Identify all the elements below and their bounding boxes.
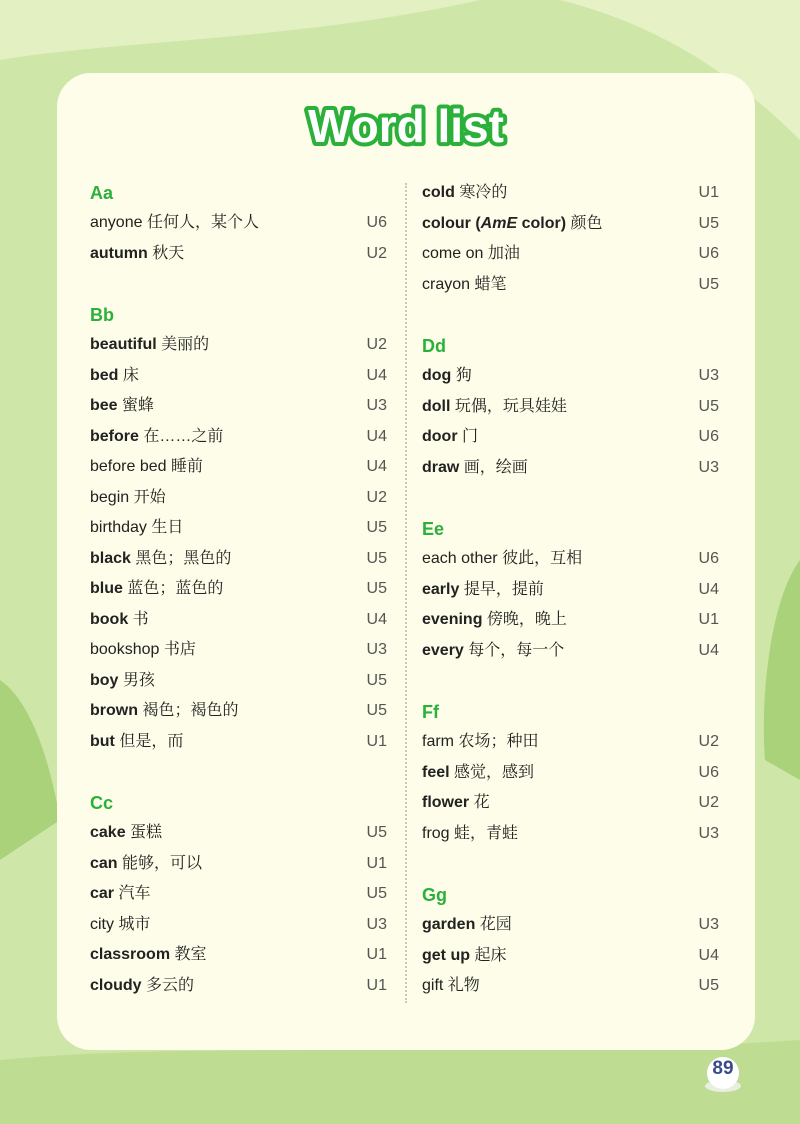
entry-meaning: 花园 bbox=[479, 916, 512, 933]
letter-section bbox=[422, 697, 719, 849]
entry-word: but bbox=[90, 732, 115, 750]
word-entry bbox=[422, 544, 719, 575]
entry-meaning: 农场；种田 bbox=[458, 733, 539, 750]
entry-meaning: 蛙，青蛙 bbox=[454, 824, 519, 842]
word-entry bbox=[422, 392, 719, 423]
word-entry bbox=[90, 879, 387, 910]
entry-meaning: 门 bbox=[462, 428, 479, 445]
entry-unit: U5 bbox=[366, 519, 387, 536]
entry-word: cake bbox=[90, 824, 126, 841]
entry-unit: U2 bbox=[698, 733, 719, 750]
entry-unit: U5 bbox=[698, 397, 719, 415]
word-entry bbox=[90, 849, 387, 880]
entry-meaning: 花 bbox=[473, 794, 490, 811]
word-entry bbox=[90, 574, 387, 605]
entry-meaning: 任何人，某个人 bbox=[146, 214, 259, 231]
entry-word: draw bbox=[422, 458, 460, 476]
entry-meaning: 汽车 bbox=[118, 885, 151, 902]
word-entry bbox=[90, 544, 387, 575]
word-entry bbox=[422, 727, 719, 758]
word-entry bbox=[422, 941, 719, 972]
entry-word: before bbox=[90, 427, 139, 445]
entry-meaning: 颜色 bbox=[570, 214, 603, 232]
entry-meaning: 寒冷的 bbox=[459, 184, 508, 201]
entry-text bbox=[90, 971, 194, 1002]
entry-unit: U1 bbox=[698, 184, 719, 201]
entry-text bbox=[90, 910, 150, 941]
word-entry bbox=[422, 971, 719, 1002]
entry-word: book bbox=[90, 610, 129, 628]
letter-section bbox=[90, 300, 387, 757]
entry-text bbox=[90, 208, 259, 239]
entry-word: bed bbox=[90, 366, 119, 384]
entry-word: evening bbox=[422, 611, 483, 628]
entry-text bbox=[422, 178, 507, 209]
word-entry bbox=[422, 788, 719, 819]
entry-word: frog bbox=[422, 824, 450, 842]
word-entry bbox=[90, 513, 387, 544]
entry-text bbox=[422, 239, 520, 270]
entry-text bbox=[90, 330, 209, 361]
word-entry bbox=[422, 422, 719, 453]
word-entry bbox=[422, 178, 719, 209]
entry-unit: U6 bbox=[698, 245, 719, 262]
entry-text bbox=[90, 635, 196, 666]
entry-word: cloudy bbox=[90, 976, 142, 994]
entry-word: boy bbox=[90, 671, 119, 689]
entry-unit: U1 bbox=[366, 976, 387, 994]
entry-unit: U6 bbox=[698, 428, 719, 445]
word-list-title bbox=[57, 73, 755, 183]
entry-unit: U6 bbox=[698, 550, 719, 567]
entry-text bbox=[422, 575, 544, 606]
entry-meaning: 彼此，互相 bbox=[502, 550, 583, 567]
letter-section bbox=[90, 178, 387, 269]
word-entry bbox=[90, 940, 387, 971]
entry-meaning: 在……之前 bbox=[143, 427, 224, 445]
section-letter: Dd bbox=[422, 336, 446, 356]
entry-meaning: 感觉，感到 bbox=[454, 763, 535, 781]
entry-unit: U3 bbox=[366, 397, 387, 414]
entry-meaning: 美丽的 bbox=[161, 336, 210, 353]
entry-meaning: 玩偶，玩具娃娃 bbox=[454, 397, 567, 415]
entry-text bbox=[90, 666, 155, 697]
entry-unit: U1 bbox=[698, 611, 719, 628]
entry-unit: U1 bbox=[366, 946, 387, 963]
letter-section bbox=[422, 880, 719, 1002]
entry-text bbox=[90, 544, 231, 575]
entry-word: each other bbox=[422, 550, 498, 567]
entry-text bbox=[90, 483, 166, 514]
entry-unit: U5 bbox=[366, 580, 387, 597]
entry-meaning: 每个，每一个 bbox=[468, 641, 565, 659]
entry-text bbox=[422, 636, 564, 667]
column-divider bbox=[405, 183, 407, 1003]
entry-meaning: 书 bbox=[132, 610, 149, 628]
entry-meaning: 但是，而 bbox=[119, 732, 184, 750]
entry-meaning: 男孩 bbox=[122, 671, 155, 689]
entry-word: birthday bbox=[90, 519, 147, 536]
word-entry bbox=[422, 361, 719, 392]
entry-unit: U3 bbox=[698, 458, 719, 476]
entry-unit: U4 bbox=[698, 580, 719, 598]
entry-unit: U2 bbox=[366, 336, 387, 353]
entry-unit: U5 bbox=[366, 702, 387, 719]
entry-meaning: 黑色；黑色的 bbox=[135, 549, 232, 567]
word-entry bbox=[90, 818, 387, 849]
entry-unit: U5 bbox=[698, 275, 719, 293]
section-letter: Gg bbox=[422, 885, 447, 905]
entry-word: flower bbox=[422, 794, 470, 811]
entry-text bbox=[90, 391, 154, 422]
entry-word: begin bbox=[90, 488, 130, 506]
word-entry bbox=[90, 971, 387, 1002]
entry-meaning: 提早，提前 bbox=[463, 580, 544, 598]
entry-text bbox=[422, 544, 582, 575]
entry-unit: U5 bbox=[698, 214, 719, 232]
entry-unit: U3 bbox=[366, 641, 387, 658]
entry-meaning: 蓝色；蓝色的 bbox=[127, 580, 224, 597]
word-entry bbox=[90, 208, 387, 239]
letter-section bbox=[90, 788, 387, 1001]
word-entry bbox=[422, 575, 719, 606]
entry-unit: U2 bbox=[366, 244, 387, 262]
entry-word: autumn bbox=[90, 244, 148, 262]
entry-word: before bed bbox=[90, 458, 167, 475]
entry-unit: U2 bbox=[698, 794, 719, 811]
entry-word: come on bbox=[422, 245, 484, 262]
title-text: Word list bbox=[308, 100, 504, 152]
right-column bbox=[422, 178, 719, 1002]
entry-unit: U1 bbox=[366, 854, 387, 872]
entry-meaning: 能够，可以 bbox=[122, 854, 203, 872]
entry-meaning: 画，绘画 bbox=[463, 458, 528, 476]
section-letter: Aa bbox=[90, 183, 114, 203]
word-entry bbox=[422, 758, 719, 789]
page-number: 89 bbox=[712, 1058, 734, 1079]
section-letter: Bb bbox=[90, 305, 114, 325]
entry-unit: U5 bbox=[366, 824, 387, 841]
entry-word: anyone bbox=[90, 214, 143, 231]
entry-text bbox=[422, 605, 567, 636]
word-entry bbox=[422, 453, 719, 484]
entry-meaning: 傍晚，晚上 bbox=[486, 611, 567, 628]
entry-text bbox=[422, 453, 528, 484]
entry-unit: U5 bbox=[366, 885, 387, 902]
entry-meaning: 开始 bbox=[133, 488, 166, 506]
word-entry bbox=[90, 605, 387, 636]
entry-word: farm bbox=[422, 733, 454, 750]
word-entry bbox=[90, 635, 387, 666]
entry-text bbox=[422, 209, 603, 240]
paren: ) bbox=[560, 214, 567, 232]
left-column bbox=[90, 178, 387, 1001]
word-list-card bbox=[57, 73, 755, 1050]
entry-word: bookshop bbox=[90, 641, 160, 658]
word-entry bbox=[90, 910, 387, 941]
entry-meaning: 生日 bbox=[151, 519, 184, 536]
entry-word: gift bbox=[422, 977, 444, 994]
entry-unit: U4 bbox=[698, 946, 719, 964]
paren: ( bbox=[475, 214, 481, 232]
word-entry bbox=[422, 605, 719, 636]
entry-meaning: 蛋糕 bbox=[130, 824, 163, 841]
entry-text bbox=[90, 361, 139, 392]
entry-note-word: color bbox=[521, 214, 561, 232]
entry-word: get up bbox=[422, 946, 470, 964]
entry-meaning: 秋天 bbox=[152, 244, 185, 262]
word-entry bbox=[422, 636, 719, 667]
entry-meaning: 城市 bbox=[118, 915, 151, 933]
entry-text bbox=[422, 422, 478, 453]
entry-meaning: 教室 bbox=[174, 946, 207, 963]
entry-text bbox=[90, 452, 203, 483]
entry-text bbox=[422, 758, 534, 789]
entry-unit: U4 bbox=[366, 610, 387, 628]
entry-text bbox=[90, 940, 207, 971]
entry-unit: U5 bbox=[698, 977, 719, 994]
entry-unit: U3 bbox=[366, 915, 387, 933]
entry-word: feel bbox=[422, 763, 450, 781]
entry-unit: U6 bbox=[366, 214, 387, 231]
entry-text bbox=[90, 696, 238, 727]
entry-meaning: 蜡笔 bbox=[474, 275, 507, 293]
entry-unit: U4 bbox=[366, 427, 387, 445]
entry-word: dog bbox=[422, 367, 452, 384]
entry-text bbox=[90, 422, 223, 453]
entry-unit: U5 bbox=[366, 549, 387, 567]
entry-word: doll bbox=[422, 397, 451, 415]
entry-meaning: 起床 bbox=[474, 946, 507, 964]
letter-section bbox=[422, 331, 719, 483]
entry-word: can bbox=[90, 854, 118, 872]
entry-meaning: 床 bbox=[122, 366, 139, 384]
entry-meaning: 狗 bbox=[455, 367, 472, 384]
entry-text bbox=[90, 513, 183, 544]
entry-word: blue bbox=[90, 580, 123, 597]
entry-unit: U6 bbox=[698, 763, 719, 781]
entry-word: classroom bbox=[90, 946, 171, 963]
entry-word: every bbox=[422, 641, 464, 659]
letter-section bbox=[422, 178, 719, 300]
entry-text bbox=[90, 818, 162, 849]
word-entry bbox=[422, 239, 719, 270]
entry-meaning: 蜜蜂 bbox=[122, 397, 155, 414]
entry-text bbox=[90, 239, 184, 270]
entry-text bbox=[90, 849, 202, 880]
entry-unit: U3 bbox=[698, 367, 719, 384]
entry-word: door bbox=[422, 428, 458, 445]
entry-word: early bbox=[422, 580, 460, 598]
word-entry bbox=[90, 452, 387, 483]
entry-meaning: 多云的 bbox=[146, 976, 195, 994]
word-entry bbox=[90, 361, 387, 392]
entry-text bbox=[422, 910, 512, 941]
entry-meaning: 礼物 bbox=[447, 977, 480, 994]
word-entry bbox=[90, 330, 387, 361]
entry-word: beautiful bbox=[90, 336, 157, 353]
entry-text bbox=[422, 819, 518, 850]
entry-word: colour bbox=[422, 214, 471, 232]
word-entry bbox=[422, 270, 719, 301]
entry-unit: U1 bbox=[366, 732, 387, 750]
word-entry bbox=[422, 819, 719, 850]
entry-word: cold bbox=[422, 184, 455, 201]
entry-word: bee bbox=[90, 397, 118, 414]
entry-text bbox=[422, 727, 538, 758]
entry-text bbox=[422, 941, 506, 972]
word-entry bbox=[90, 422, 387, 453]
section-letter: Cc bbox=[90, 793, 114, 813]
entry-unit: U2 bbox=[366, 488, 387, 506]
entry-word: car bbox=[90, 885, 115, 902]
word-entry bbox=[422, 209, 719, 240]
word-entry bbox=[90, 391, 387, 422]
entry-word: garden bbox=[422, 916, 476, 933]
entry-unit: U4 bbox=[366, 366, 387, 384]
word-entry bbox=[90, 727, 387, 758]
entry-text bbox=[90, 879, 151, 910]
entry-text bbox=[422, 361, 472, 392]
word-entry bbox=[90, 239, 387, 270]
entry-unit: U5 bbox=[366, 671, 387, 689]
entry-text bbox=[90, 727, 183, 758]
entry-word: black bbox=[90, 549, 131, 567]
entry-text bbox=[90, 574, 223, 605]
entry-note: AmE bbox=[480, 214, 518, 232]
entry-unit: U4 bbox=[366, 458, 387, 475]
section-letter: Ff bbox=[422, 702, 439, 722]
word-entry bbox=[90, 483, 387, 514]
letter-section bbox=[422, 514, 719, 666]
section-letter: Ee bbox=[422, 519, 445, 539]
word-entry bbox=[90, 666, 387, 697]
entry-unit: U3 bbox=[698, 916, 719, 933]
entry-meaning: 睡前 bbox=[170, 458, 203, 475]
entry-meaning: 加油 bbox=[487, 245, 520, 262]
entry-meaning: 褐色；褐色的 bbox=[142, 702, 239, 719]
entry-word: city bbox=[90, 915, 114, 933]
entry-text bbox=[422, 392, 567, 423]
word-entry bbox=[422, 910, 719, 941]
entry-unit: U3 bbox=[698, 824, 719, 842]
word-entry bbox=[90, 696, 387, 727]
entry-unit: U4 bbox=[698, 641, 719, 659]
entry-word: crayon bbox=[422, 275, 471, 293]
entry-text bbox=[422, 270, 507, 301]
entry-text bbox=[90, 605, 149, 636]
entry-text bbox=[422, 971, 480, 1002]
entry-word: brown bbox=[90, 702, 138, 719]
entry-meaning: 书店 bbox=[163, 641, 196, 658]
entry-text bbox=[422, 788, 490, 819]
